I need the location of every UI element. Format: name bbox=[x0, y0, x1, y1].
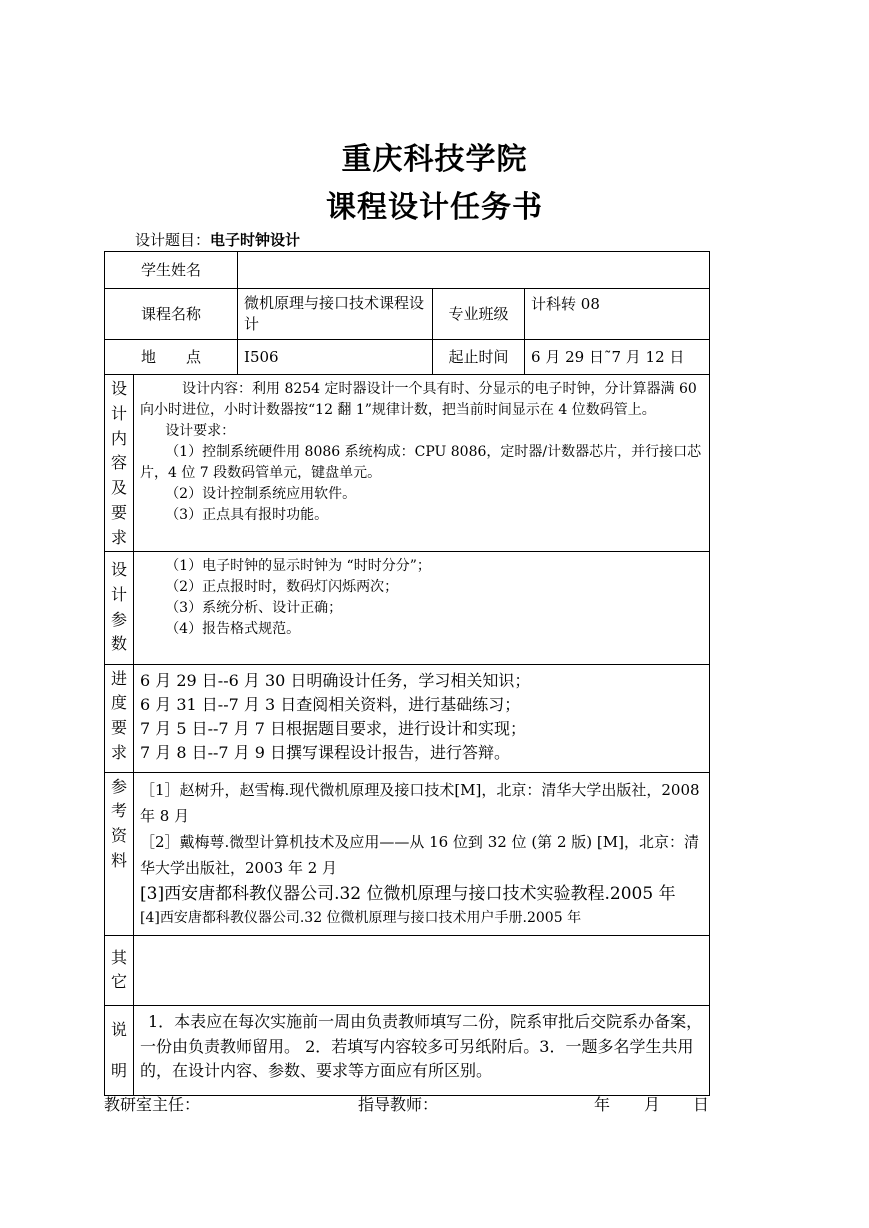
progress-body bbox=[134, 664, 710, 772]
reference-item: [3]西安唐都科教仪器公司.32 位微机原理与接口技术实验教程.2005 年 bbox=[140, 883, 676, 904]
design-params-label: 设计参数 bbox=[105, 551, 134, 664]
class-value: 计科转 08 bbox=[525, 289, 710, 340]
place-label: 地 点 bbox=[105, 340, 238, 375]
document-subtitle: 课程设计任务书 bbox=[326, 190, 543, 225]
param-line: （2）正点报时时，数码灯闪烁两次； bbox=[165, 578, 399, 595]
progress-line: 6 月 29 日--6 月 30 日明确设计任务，学习相关知识； bbox=[140, 670, 531, 690]
row-place bbox=[105, 340, 710, 375]
references-label: 参考资料 bbox=[105, 772, 134, 935]
row-references bbox=[105, 772, 710, 935]
content-line: （2）设计控制系统应用软件。 bbox=[165, 486, 357, 502]
date-year-label: 年 bbox=[594, 1095, 611, 1114]
document-title: 重庆科技学院 bbox=[341, 142, 528, 177]
progress-label: 进度要求 bbox=[105, 664, 134, 772]
content-line: （1）控制系统硬件用 8086 系统构成：CPU 8086，定时器/计数器芯片，并行接口芯片，4 位 7 段数码管单元，键盘单元。 bbox=[140, 444, 702, 481]
other-field[interactable] bbox=[134, 935, 710, 1005]
content-line: 设计要求： bbox=[165, 423, 236, 439]
reference-item: [4]西安唐都科教仪器公司.32 位微机原理与接口技术用户手册.2005 年 bbox=[140, 910, 582, 927]
class-label: 专业班级 bbox=[433, 289, 525, 340]
other-label: 其它 bbox=[105, 935, 134, 1005]
row-design-content bbox=[105, 375, 710, 552]
param-line: （1）电子时钟的显示时钟为 “时时分分”； bbox=[165, 557, 431, 574]
design-topic-label: 设计题目： bbox=[135, 231, 211, 249]
course-name-label: 课程名称 bbox=[105, 289, 238, 340]
date-day-label: 日 bbox=[693, 1095, 710, 1114]
param-line: （4）报告格式规范。 bbox=[165, 620, 301, 637]
reference-item: ［2］戴梅萼.微型计算机技术及应用——从 16 位到 32 位 (第 2 版) [M]，北京：清华大学出版社，2003 年 2 月 bbox=[140, 833, 699, 878]
row-design-params bbox=[105, 551, 710, 664]
note-body bbox=[134, 1005, 710, 1095]
place-value: I506 bbox=[238, 340, 433, 375]
row-progress bbox=[105, 664, 710, 772]
progress-line: 7 月 8 日--7 月 9 日撰写课程设计报告，进行答辩。 bbox=[140, 742, 511, 762]
references-body bbox=[134, 772, 710, 935]
row-other bbox=[105, 935, 710, 1005]
progress-line: 7 月 5 日--7 月 7 日根据题目要求，进行设计和实现； bbox=[140, 718, 527, 738]
content-line: 设计内容：利用 8254 定时器设计一个具有时、分显示的电子时钟，分计算器满 60 向小时进位，小时计数器按“12 翻 1”规律计数，把当前时间显示在 4 位数码管上。 bbox=[140, 381, 697, 418]
row-note bbox=[105, 1005, 710, 1095]
progress-line: 6 月 31 日--7 月 3 日查阅相关资料，进行基础练习； bbox=[140, 694, 521, 714]
row-student bbox=[105, 252, 710, 289]
director-signature-label: 教研室主任： bbox=[104, 1095, 201, 1114]
param-line: （3）系统分析、设计正确； bbox=[165, 599, 343, 616]
design-topic-value: 电子时钟设计 bbox=[210, 231, 301, 249]
teacher-signature-label: 指导教师： bbox=[358, 1095, 439, 1114]
design-content-label: 设计内容及要求 bbox=[105, 375, 134, 552]
task-form-table bbox=[104, 251, 710, 1096]
content-line: （3）正点具有报时功能。 bbox=[165, 507, 329, 523]
time-value: 6 月 29 日˜7 月 12 日 bbox=[525, 340, 710, 375]
note-text: 1．本表应在每次实施前一周由负责教师填写二份，院系审批后交院系办备案，一份由负责教师留用。 2．若填写内容较多可另纸附后。3．一题多名学生共用的，在设计内容、参数、要求等方面应有所区别。 bbox=[140, 1011, 703, 1081]
reference-item: ［1］赵树升，赵雪梅.现代微机原理及接口技术[M]，北京：清华大学出版社，2008 年 8 月 bbox=[140, 780, 700, 825]
date-month-label: 月 bbox=[644, 1095, 661, 1114]
row-course bbox=[105, 289, 710, 340]
student-name-field[interactable] bbox=[238, 252, 710, 289]
design-content-body bbox=[134, 375, 710, 552]
course-name-value: 微机原理与接口技术课程设计 bbox=[238, 289, 433, 340]
design-topic bbox=[135, 229, 300, 250]
time-label: 起止时间 bbox=[433, 340, 525, 375]
student-name-label: 学生姓名 bbox=[105, 252, 238, 289]
note-label: 说明 bbox=[105, 1005, 134, 1095]
design-params-body bbox=[134, 551, 710, 664]
